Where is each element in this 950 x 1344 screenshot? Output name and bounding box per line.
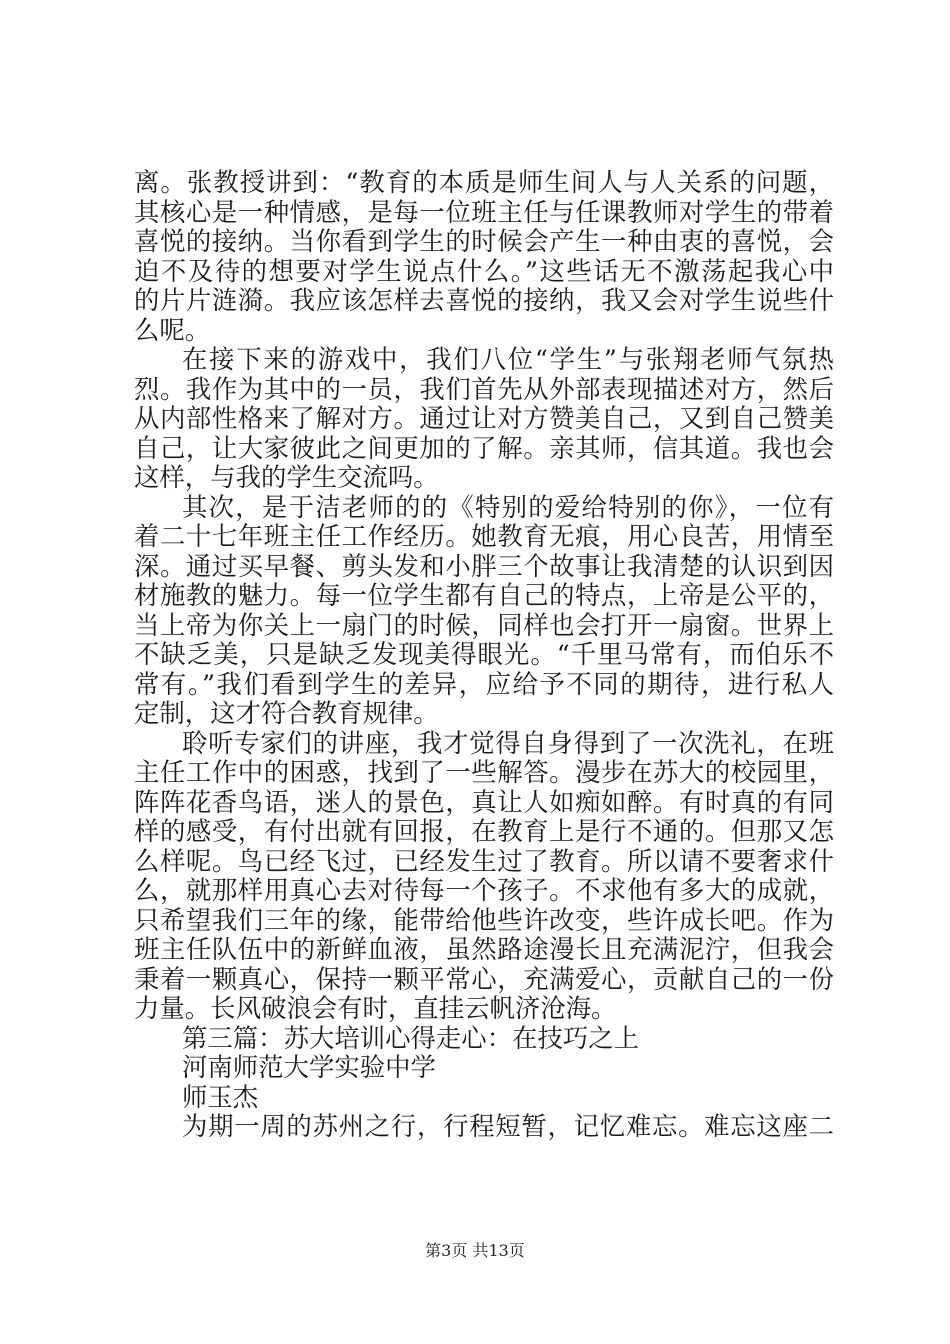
text-line: 深。通过买早餐、剪头发和小胖三个故事让我清楚的认识到因 — [134, 550, 834, 581]
text-line: 为期一周的苏州之行，行程短暂，记忆难忘。难忘这座二 — [182, 1111, 834, 1141]
text-line: 从内部性格来了解对方。通过让对方赞美自己，又到自己赞美 — [134, 403, 834, 433]
text-line: 只希望我们三年的缘，能带给他些许改变，些许成长吧。作为 — [134, 904, 834, 935]
text-line: 不缺乏美，只是缺乏发现美得眼光。“千里马常有，而伯乐不 — [134, 639, 834, 669]
text-line: 其次，是于洁老师的的《特别的爱给特别的你》，一位有 — [182, 491, 834, 522]
text-line: 秉着一颗真心，保持一颗平常心，充满爱心，贡献自己的一份 — [134, 963, 834, 994]
text-line: 河南师范大学实验中学 — [182, 1052, 436, 1082]
text-line: 第三篇：苏大培训心得走心：在技巧之上 — [182, 1022, 640, 1053]
text-line: 当上帝为你关上一扇门的时候，同样也会打开一扇窗。世界上 — [134, 609, 834, 640]
text-line: 样的感受，有付出就有回报，在教育上是行不通的。但那又怎 — [134, 816, 834, 846]
text-line: 班主任队伍中的新鲜血液，虽然路途漫长且充满泥泞，但我会 — [134, 934, 834, 964]
text-line: 在接下来的游戏中，我们八位“学生”与张翔老师气氛热 — [182, 344, 834, 374]
text-line: 师玉杰 — [182, 1081, 259, 1112]
text-line: 这样，与我的学生交流吗。 — [134, 462, 439, 492]
text-line: 常有。”我们看到学生的差异，应给予不同的期待，进行私人 — [134, 668, 834, 699]
text-line: 迫不及待的想要对学生说点什么。”这些话无不激荡起我心中 — [134, 255, 834, 286]
text-line: 力量。长风破浪会有时，直挂云帆济沧海。 — [134, 993, 617, 1023]
page-footer: 第3页 共13页 — [425, 1241, 525, 1260]
text-line: 么呢。 — [134, 314, 211, 345]
text-line: 材施教的魅力。每一位学生都有自己的特点，上帝是公平的， — [134, 580, 834, 610]
text-line: 定制，这才符合教育规律。 — [134, 698, 439, 728]
text-line: 主任工作中的困惑，找到了一些解答。漫步在苏大的校园里， — [134, 757, 834, 787]
text-line: 自己，让大家彼此之间更加的了解。亲其师，信其道。我也会 — [134, 432, 834, 463]
text-line: 么，就那样用真心去对待每一个孩子。不求他有多大的成就， — [134, 875, 834, 905]
text-line: 离。张教授讲到：“教育的本质是师生间人与人关系的问题， — [134, 167, 834, 197]
text-line: 聆听专家们的讲座，我才觉得自身得到了一次洗礼，在班 — [182, 727, 834, 758]
text-line: 着二十七年班主任工作经历。她教育无痕，用心良苦，用情至 — [134, 521, 834, 551]
text-line: 阵阵花香鸟语，迷人的景色，真让人如痴如醉。有时真的有同 — [134, 786, 834, 817]
text-line: 烈。我作为其中的一员，我们首先从外部表现描述对方，然后 — [134, 373, 834, 404]
text-line: 喜悦的接纳。当你看到学生的时候会产生一种由衷的喜悦，会 — [134, 226, 834, 256]
document-body — [134, 168, 834, 1142]
text-line: 么样呢。鸟已经飞过，已经发生过了教育。所以请不要奢求什 — [134, 845, 834, 876]
text-line: 其核心是一种情感，是每一位班主任与任课教师对学生的带着 — [134, 196, 834, 227]
text-line: 的片片涟漪。我应该怎样去喜悦的接纳，我又会对学生说些什 — [134, 285, 834, 315]
